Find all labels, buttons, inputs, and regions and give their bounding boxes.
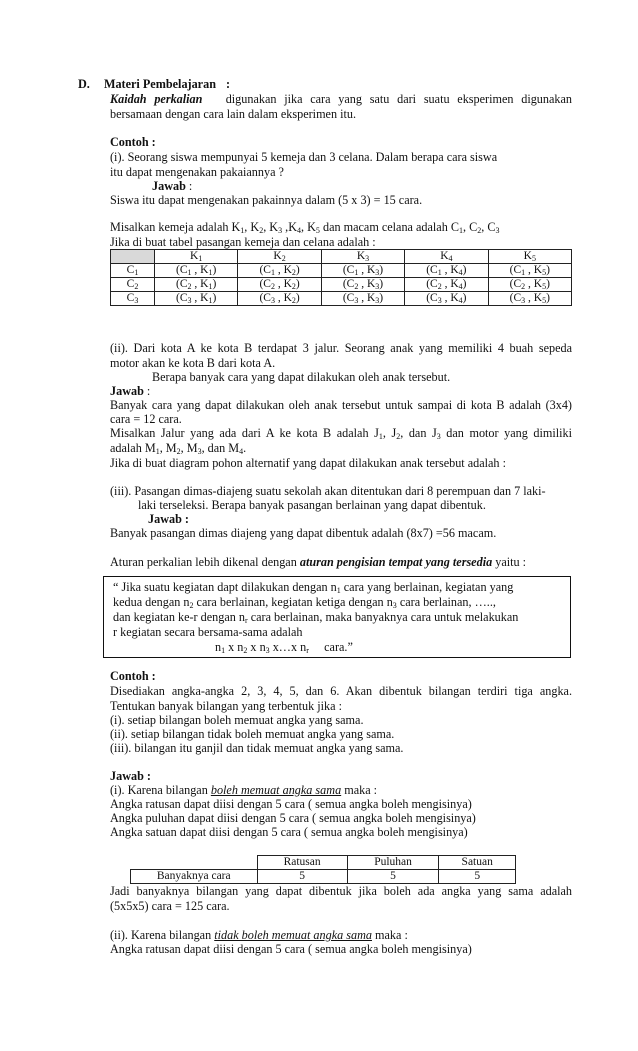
example2-item-iii: (iii). bilangan itu ganjil dan tidak memuat angka yang sama. [110,741,404,755]
table-row [111,278,572,292]
table-row [111,264,572,278]
conclusion-line1: Jadi banyaknya bilangan yang dapat dibentuk jika boleh ada angka yang sama adalah [110,884,572,898]
table-header-cell: $K_1$ [155,250,238,264]
table-corner-cell [111,250,155,264]
rule-formula: $n_1$ x $n_2$ x $n_3$ x…x $n_r$ cara.” [215,640,353,655]
table-cell: ($C_1$ , $K_1$) [155,264,238,278]
example2-label: Contoh : [110,669,156,683]
answer2-label: Jawab : [110,769,151,783]
q3-answer-label: Jawab : [148,512,189,526]
q1-desc-line1: Misalkan kemeja adalah $K_1$, $K_2$, $K_3$ $,K_4$, $K_5$ dan macam celana adalah $C_1$, $C_2$, $C_3$ [110,220,500,235]
q1-desc-line2: Jika di buat tabel pasangan kemeja dan celana adalah : [110,235,376,249]
q2-answer-line2: cara = 12 cara. [110,412,182,426]
table-header-cell: $K_2$ [238,250,321,264]
q2-answer-line1: Banyak cara yang dapat dilakukan oleh anak tersebut untuk sampai di kota B adalah (3x4) [110,398,572,412]
table-cell: ($C_3$ , $K_4$) [405,292,488,306]
section-label: D. [78,77,90,91]
table-row [111,292,572,306]
rule-intro: Aturan perkalian lebih dikenal dengan aturan pengisian tempat yang tersedia yaitu : [110,555,527,569]
section-heading [78,77,216,92]
q3-line2: laki terseleksi. Berapa banyak pasangan berlainan yang dapat dibentuk. [138,498,486,512]
rule-line4: r kegiatan secara bersama-sama adalah [113,625,303,639]
table-corner-cell [131,856,258,870]
rule-line2: kedua dengan $n_2$ cara berlainan, kegiatan ketiga dengan $n_3$ cara berlainan, ….., [113,595,496,610]
section-colon: : [226,77,231,91]
table-header-row [131,856,516,870]
table-cell: ($C_2$ , $K_2$) [238,278,321,292]
table-cell: ($C_2$ , $K_1$) [155,278,238,292]
rule-term: aturan pengisian tempat yang tersedia [299,555,493,569]
table-header-row [111,250,572,264]
q1-line1: (i). Seorang siswa mempunyai 5 kemeja dan 3 celana. Dalam berapa cara siswa [110,150,498,164]
section-title: Materi Pembelajaran [103,77,216,91]
rule-line1: “ Jika suatu kegiatan dapt dilakukan dengan $n_1$ cara yang berlainan, kegiatan yang [113,580,514,595]
table-cell: ($C_2$ , $K_5$) [488,278,571,292]
example2-line1: Disediakan angka-angka 2, 3, 4, 5, dan 6. Akan dibentuk bilangan terdiri tiga angka. [110,684,572,698]
table-cell: ($C_1$ , $K_5$) [488,264,571,278]
q2-answer-line4: adalah $M_1$, $M_2$, $M_3$, dan $M_4$. [110,441,247,456]
q3-answer: Banyak pasangan dimas diajeng yang dapat dibentuk adalah (8x7) =56 macam. [110,526,497,540]
example2-line2: Tentukan banyak bilangan yang terbentuk jika : [110,699,342,713]
shirt-pants-table [110,249,572,306]
table-header-cell: Ratusan [257,856,347,870]
table-cell: ($C_2$ , $K_4$) [405,278,488,292]
table-cell: ($C_1$ , $K_4$) [405,264,488,278]
answer2-line3: Angka satuan dapat diisi dengan 5 cara ( semua angka boleh mengisinya) [110,825,468,839]
q1-line2: itu dapat mengenakan pakaiannya ? [110,165,284,179]
q1-answer-label: Jawab [152,179,186,193]
answer2-ii: (ii). Karena bilangan tidak boleh memuat angka sama maka : [110,928,408,942]
intro-line2: bersamaan dengan cara lain dalam eksperimen itu. [110,107,357,121]
table-cell: ($C_3$ , $K_1$) [155,292,238,306]
q2-line3: Berapa banyak cara yang dapat dilakukan oleh anak tersebut. [152,370,451,384]
table-row-label: $C_2$ [111,278,155,292]
table-cell: ($C_1$ , $K_3$) [321,264,404,278]
example-label: Contoh : [110,135,156,149]
digits-table [130,855,516,884]
q2-answer-label: Jawab [110,384,144,398]
table-row-label: Banyaknya cara [131,870,258,884]
table-cell: 5 [439,870,516,884]
table-header-cell: $K_3$ [321,250,404,264]
table-row-label: $C_1$ [111,264,155,278]
table-cell: ($C_1$ , $K_2$) [238,264,321,278]
table-cell: ($C_3$ , $K_5$) [488,292,571,306]
q3-line1: (iii). Pasangan dimas-diajeng suatu sekolah akan ditentukan dari 8 perempuan dan 7 laki- [110,484,546,498]
table-cell: 5 [347,870,439,884]
q1-answer: Siswa itu dapat mengenakan pakainnya dalam (5 x 3) = 15 cara. [110,193,423,207]
answer2-line1: Angka ratusan dapat diisi dengan 5 cara ( semua angka boleh mengisinya) [110,797,472,811]
table-cell: ($C_3$ , $K_2$) [238,292,321,306]
table-header-cell: Puluhan [347,856,439,870]
table-header-cell: $K_4$ [405,250,488,264]
intro-paragraph [110,92,572,107]
example2-item-i: (i). setiap bilangan boleh memuat angka yang sama. [110,713,364,727]
table-row-label: $C_3$ [111,292,155,306]
q2-answer-line5: Jika di buat diagram pohon alternatif yang dapat dilakukan anak tersebut adalah : [110,456,506,470]
intro-text: digunakan jika cara yang satu dari suatu eksperimen digunakan [225,92,572,106]
answer2-line2: Angka puluhan dapat diisi dengan 5 cara ( semua angka boleh mengisinya) [110,811,476,825]
q2-answer-colon: : [143,384,151,398]
table-cell: ($C_2$ , $K_3$) [321,278,404,292]
q2-line1: (ii). Dari kota A ke kota B terdapat 3 jalur. Seorang anak yang memiliki 4 buah sepeda [110,341,572,355]
table-cell: 5 [257,870,347,884]
answer2-ii-line1: Angka ratusan dapat diisi dengan 5 cara ( semua angka boleh mengisinya) [110,942,472,956]
answer2-i: (i). Karena bilangan boleh memuat angka sama maka : [110,783,378,797]
rule-line3: dan kegiatan ke-r dengan $n_r$ cara berlainan, maka banyaknya cara untuk melakukan [113,610,519,625]
table-header-cell: Satuan [439,856,516,870]
q2-line2: motor akan ke kota B dari kota A. [110,356,276,370]
table-cell: ($C_3$ , $K_3$) [321,292,404,306]
q2-answer-line3: Misalkan Jalur yang ada dari A ke kota B adalah $J_1$, $J_2$, dan $J_3$ dan motor yang dimiliki [110,426,572,441]
example2-item-ii: (ii). setiap bilangan tidak boleh memuat angka yang sama. [110,727,395,741]
conclusion-line2: (5x5x5) cara = 125 cara. [110,899,230,913]
table-row [131,870,516,884]
table-header-cell: $K_5$ [488,250,571,264]
q1-answer-colon: : [185,179,193,193]
intro-term: Kaidah perkalian [110,92,203,106]
